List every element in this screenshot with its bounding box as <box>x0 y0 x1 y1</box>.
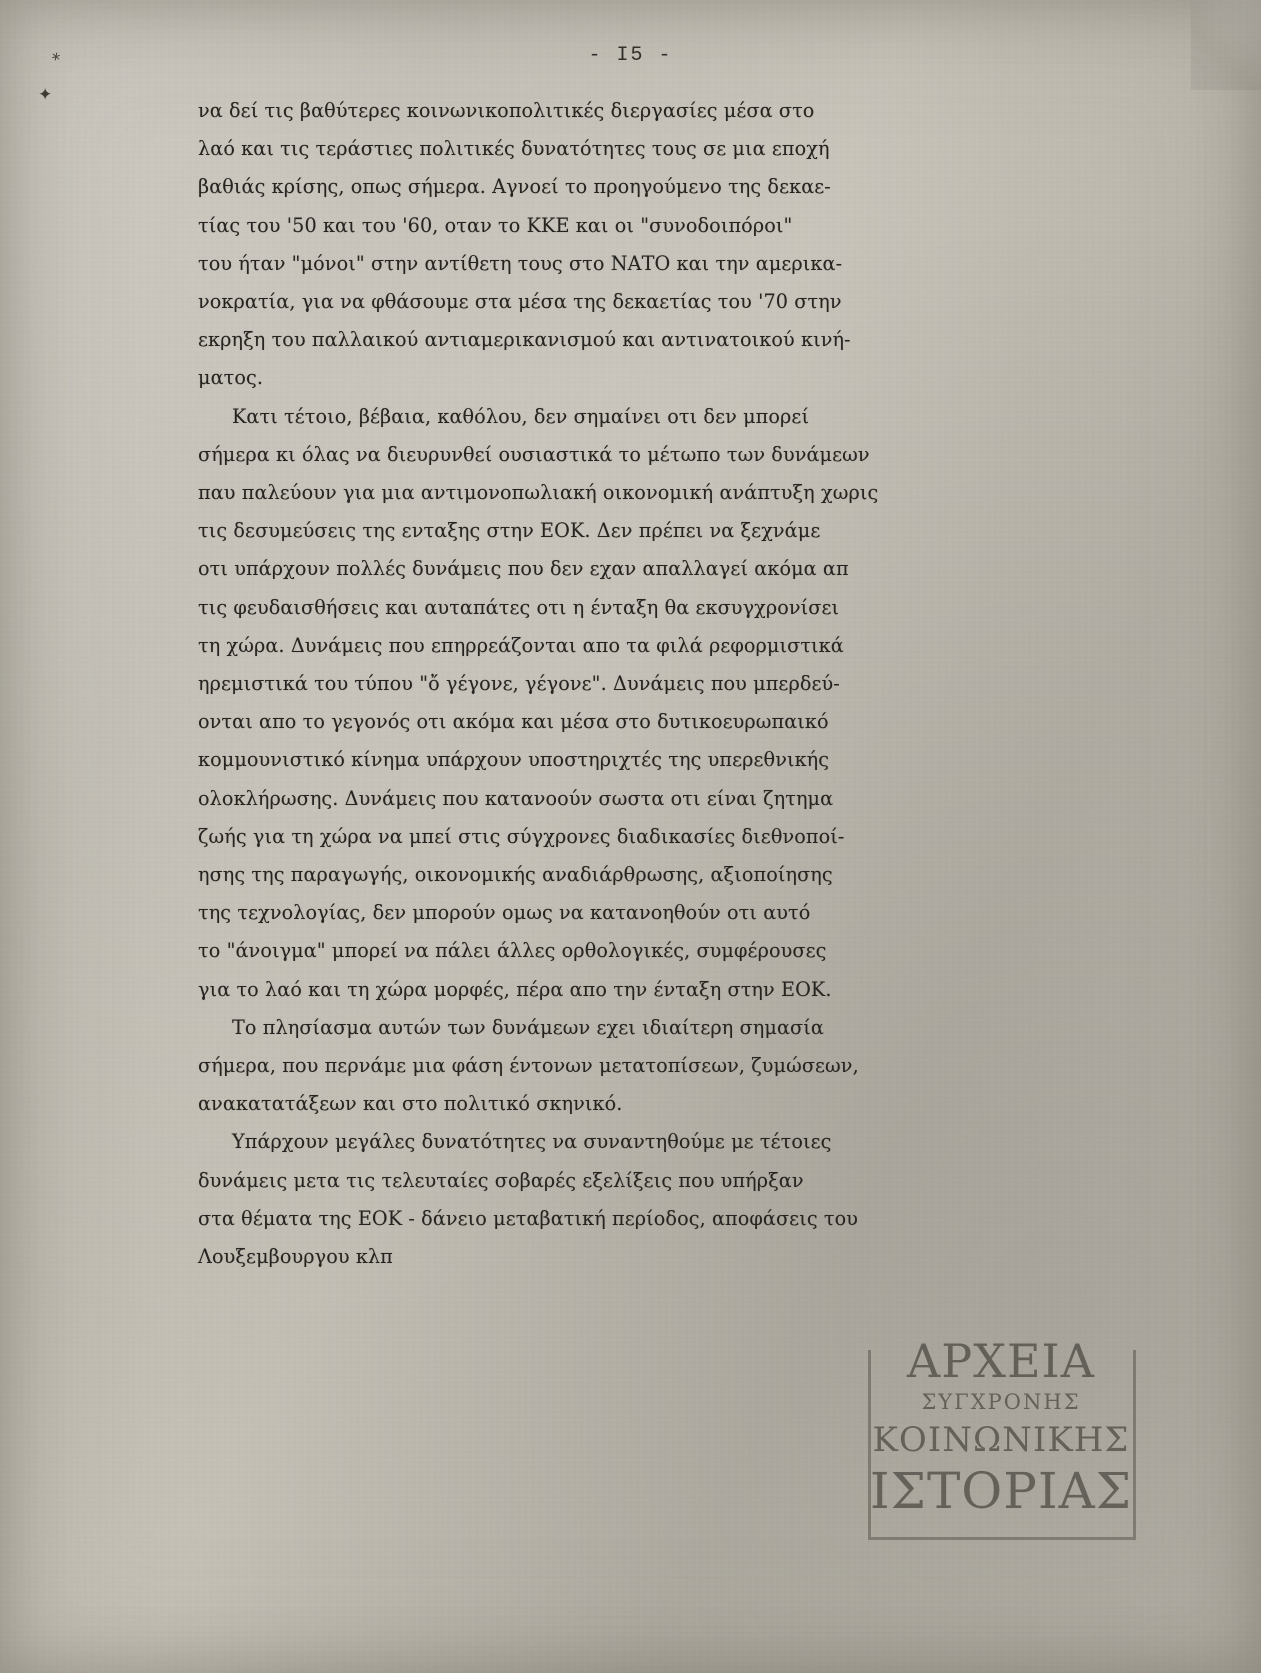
text-line: το "άνοιγμα" μπορεί να πάλει άλλες ορθολογικές, συμφέρουσες <box>198 939 827 963</box>
text-line: παυ παλεύουν για μια αντιμονοπωλιακή οικονομική ανάπτυξη χωρις <box>198 481 879 505</box>
text-line: Υπάρχουν μεγάλες δυνατότητες να συναντηθούμε με τέτοιες <box>232 1130 832 1154</box>
text-line: ματος. <box>198 366 264 390</box>
document-body <box>198 92 1078 1276</box>
text-line: νοκρατία, για να φθάσουμε στα μέσα της δεκαετίας του '70 στην <box>198 290 842 314</box>
watermark-frame <box>868 1350 1136 1540</box>
watermark-line-4: ΙΣΤΟΡΙΑΣ <box>869 1462 1133 1520</box>
text-line: ζωής για τη χώρα να μπεί στις σύγχρονες διαδικασίες διεθνοποί- <box>198 824 845 848</box>
text-line: Το πλησίασμα αυτών των δυνάμεων εχει ιδιαίτερη σημασία <box>232 1015 824 1039</box>
text-line: λαό και τις τεράστιες πολιτικές δυνατότητες τους σε μια εποχή <box>198 137 830 161</box>
archive-watermark-stamp <box>846 1328 1156 1558</box>
text-line: Κατι τέτοιο, βέβαια, καθόλου, δεν σημαίνει οτι δεν μπορεί <box>232 404 810 428</box>
text-line: κομμουνιστικό κίνημα υπάρχουν υποστηριχτές της υπερεθνικής <box>198 748 830 772</box>
text-line: ησης της παραγωγής, οικονομικής αναδιάρθρωσης, αξιοποίησης <box>198 863 833 887</box>
paragraph-4 <box>198 1123 1078 1276</box>
text-line: ηρεμιστικά του τύπου "ὄ γέγονε, γέγονε". Δυνάμεις που μπερδεύ- <box>198 672 840 696</box>
text-line: βαθιάς κρίσης, οπως σήμερα. Αγνοεί το προηγούμενο της δεκαε- <box>198 175 831 199</box>
text-line: να δεί τις βαθύτερες κοινωνικοπολιτικές διεργασίες μέσα στο <box>198 99 815 122</box>
watermark-line-2: ΣΥΓΧΡΟΝΗΣ <box>921 1390 1081 1414</box>
text-line: του ήταν "μόνοι" στην αντίθετη τους στο ΝΑΤΟ και την αμερικα- <box>198 251 843 275</box>
text-line: για το λαό και τη χώρα μορφές, πέρα απο την ένταξη στην ΕΟΚ. <box>198 977 832 1001</box>
paragraph-2 <box>198 398 1078 1009</box>
text-line: στα θέματα της ΕΟΚ - δάνειο μεταβατική περίοδος, αποφάσεις του <box>198 1206 859 1230</box>
watermark-line-3: ΚΟΙΝΩΝΙΚΗΣ <box>872 1420 1130 1460</box>
text-line: σήμερα κι όλας να διευρυνθεί ουσιαστικά το μέτωπο των δυνάμεων <box>198 442 870 466</box>
text-line: τις δεσυμεύσεις της ενταξης στην ΕΟΚ. Δεν πρέπει να ξεχνάμε <box>198 519 821 543</box>
paragraph-3 <box>198 1009 1078 1124</box>
text-line: Λουξεμβουργου κλπ <box>198 1245 393 1269</box>
watermark-line-1: ΑΡΧΕΙΑ <box>907 1334 1095 1388</box>
text-line: δυνάμεις μετα τις τελευταίες σοβαρές εξελίξεις που υπήρξαν <box>198 1168 804 1192</box>
margin-mark-bottom: ✦ <box>38 85 53 104</box>
page-number: - I5 - <box>588 44 673 67</box>
text-line: τις φευδαισθήσεις και αυταπάτες οτι η ένταξη θα εκσυγχρονίσει <box>198 595 840 619</box>
paragraph-1 <box>198 92 1078 398</box>
text-line: της τεχνολογίας, δεν μπορούν ομως να κατανοηθούν οτι αυτό <box>198 901 811 925</box>
text-line: οτι υπάρχουν πολλές δυνάμεις που δεν εχαν απαλλαγεί ακόμα απ <box>198 557 849 581</box>
text-line: εκρηξη του παλλαικού αντιαμερικανισμού και αντινατοικού κινή- <box>198 328 851 352</box>
text-line: ανακατατάξεων και στο πολιτικό σκηνικό. <box>198 1092 623 1116</box>
margin-mark-top: ⁎ <box>50 44 63 65</box>
text-line: σήμερα, που περνάμε μια φάση έντονων μετατοπίσεων, ζυμώσεων, <box>198 1054 859 1078</box>
text-line: ονται απο το γεγονός οτι ακόμα και μέσα στο δυτικοευρωπαικό <box>198 710 829 734</box>
text-line: τίας του '50 και του '60, οταν το ΚΚΕ και οι "συνοδοιπόροι" <box>198 213 793 237</box>
text-line: ολοκλήρωσης. Δυνάμεις που κατανοούν σωστα οτι είναι ζητημα <box>198 786 834 810</box>
text-line: τη χώρα. Δυνάμεις που επηρρεάζονται απο τα φιλά ρεφορμιστικά <box>198 633 844 657</box>
